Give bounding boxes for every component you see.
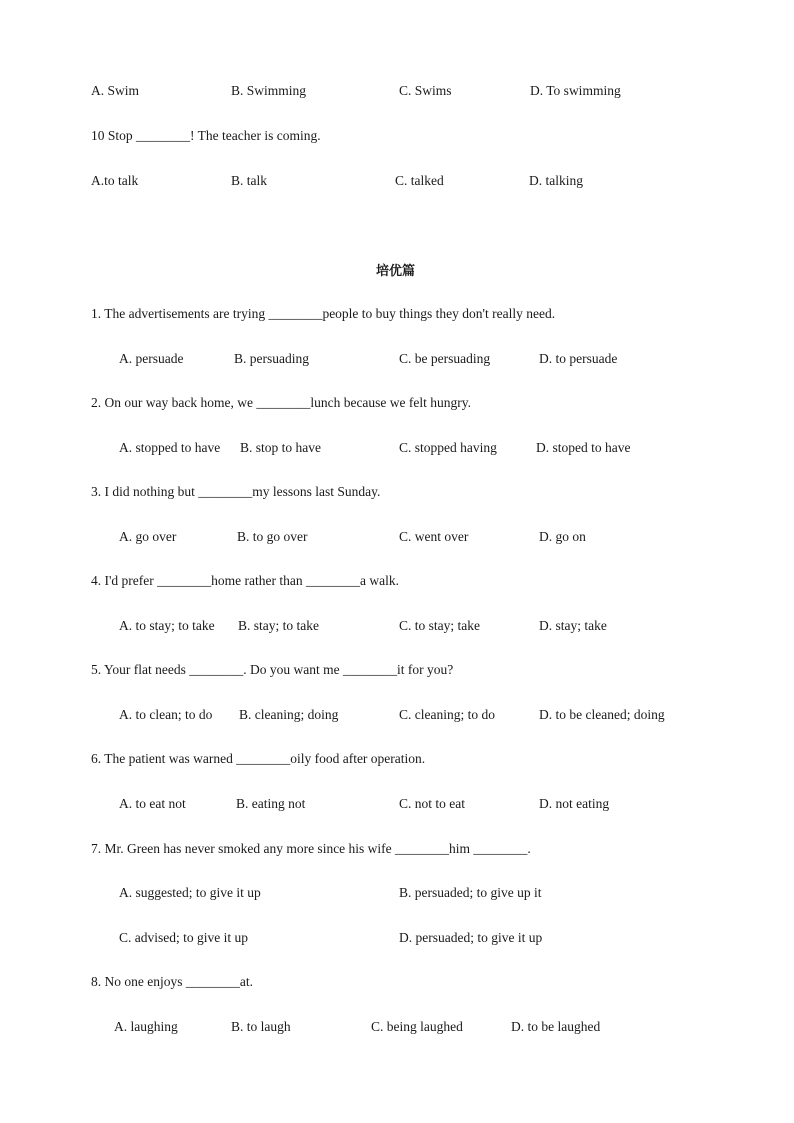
option-d: D. to be cleaned; doing <box>539 707 665 722</box>
option-c: C. be persuading <box>399 351 491 366</box>
question-stem: 3. I did nothing but ________my lessons last Sunday. <box>91 484 381 499</box>
q10-option-d: D. talking <box>529 173 583 188</box>
option-c: C. stopped having <box>399 440 497 455</box>
option-d: D. persuaded; to give it up <box>399 930 543 945</box>
q10-option-b: B. talk <box>231 173 267 188</box>
option-a: A. stopped to have <box>119 440 221 455</box>
q9-option-b: B. Swimming <box>231 83 307 98</box>
option-b: B. to go over <box>237 529 308 544</box>
question-stem: 4. I'd prefer ________home rather than ________a walk. <box>91 573 399 588</box>
q9-option-c: C. Swims <box>399 83 452 98</box>
question-stem: 5. Your flat needs ________. Do you want me ________it for you? <box>91 662 454 677</box>
option-d: D. to be laughed <box>511 1019 601 1034</box>
section-title: 培优篇 <box>376 264 416 279</box>
option-b: B. stay; to take <box>238 618 319 633</box>
option-c: C. went over <box>399 529 469 544</box>
option-d: D. to persuade <box>539 351 618 366</box>
option-c: C. cleaning; to do <box>399 707 495 722</box>
option-a: A. persuade <box>119 351 184 366</box>
option-b: B. eating not <box>236 796 306 811</box>
option-c: C. being laughed <box>371 1019 463 1034</box>
question-stem: 2. On our way back home, we ________lunch because we felt hungry. <box>91 395 472 410</box>
option-a: A. to eat not <box>119 796 186 811</box>
option-a: A. suggested; to give it up <box>119 885 261 900</box>
option-a: A. go over <box>119 529 177 544</box>
option-a: A. laughing <box>114 1019 178 1034</box>
option-c: C. to stay; take <box>399 618 480 633</box>
q9-option-a: A. Swim <box>91 83 140 98</box>
option-d: D. stay; take <box>539 618 607 633</box>
option-b: B. cleaning; doing <box>239 707 339 722</box>
q9-option-d: D. To swimming <box>530 83 621 98</box>
question-stem: 6. The patient was warned ________oily food after operation. <box>91 751 426 766</box>
option-c: C. not to eat <box>399 796 465 811</box>
option-d: D. stoped to have <box>536 440 631 455</box>
option-b: B. stop to have <box>240 440 321 455</box>
option-d: D. go on <box>539 529 586 544</box>
q10-option-c: C. talked <box>395 173 444 188</box>
q10-option-a: A.to talk <box>91 173 139 188</box>
option-d: D. not eating <box>539 796 610 811</box>
q10-stem: 10 Stop ________! The teacher is coming. <box>91 128 321 143</box>
question-stem: 8. No one enjoys ________at. <box>91 974 253 989</box>
option-a: A. to stay; to take <box>119 618 215 633</box>
option-b: B. persuading <box>234 351 309 366</box>
option-b: B. persuaded; to give up it <box>399 885 542 900</box>
question-stem: 1. The advertisements are trying ________people to buy things they don't really need. <box>91 306 556 321</box>
option-c: C. advised; to give it up <box>119 930 248 945</box>
option-a: A. to clean; to do <box>119 707 213 722</box>
option-b: B. to laugh <box>231 1019 291 1034</box>
question-stem: 7. Mr. Green has never smoked any more since his wife ________him ________. <box>91 841 531 856</box>
